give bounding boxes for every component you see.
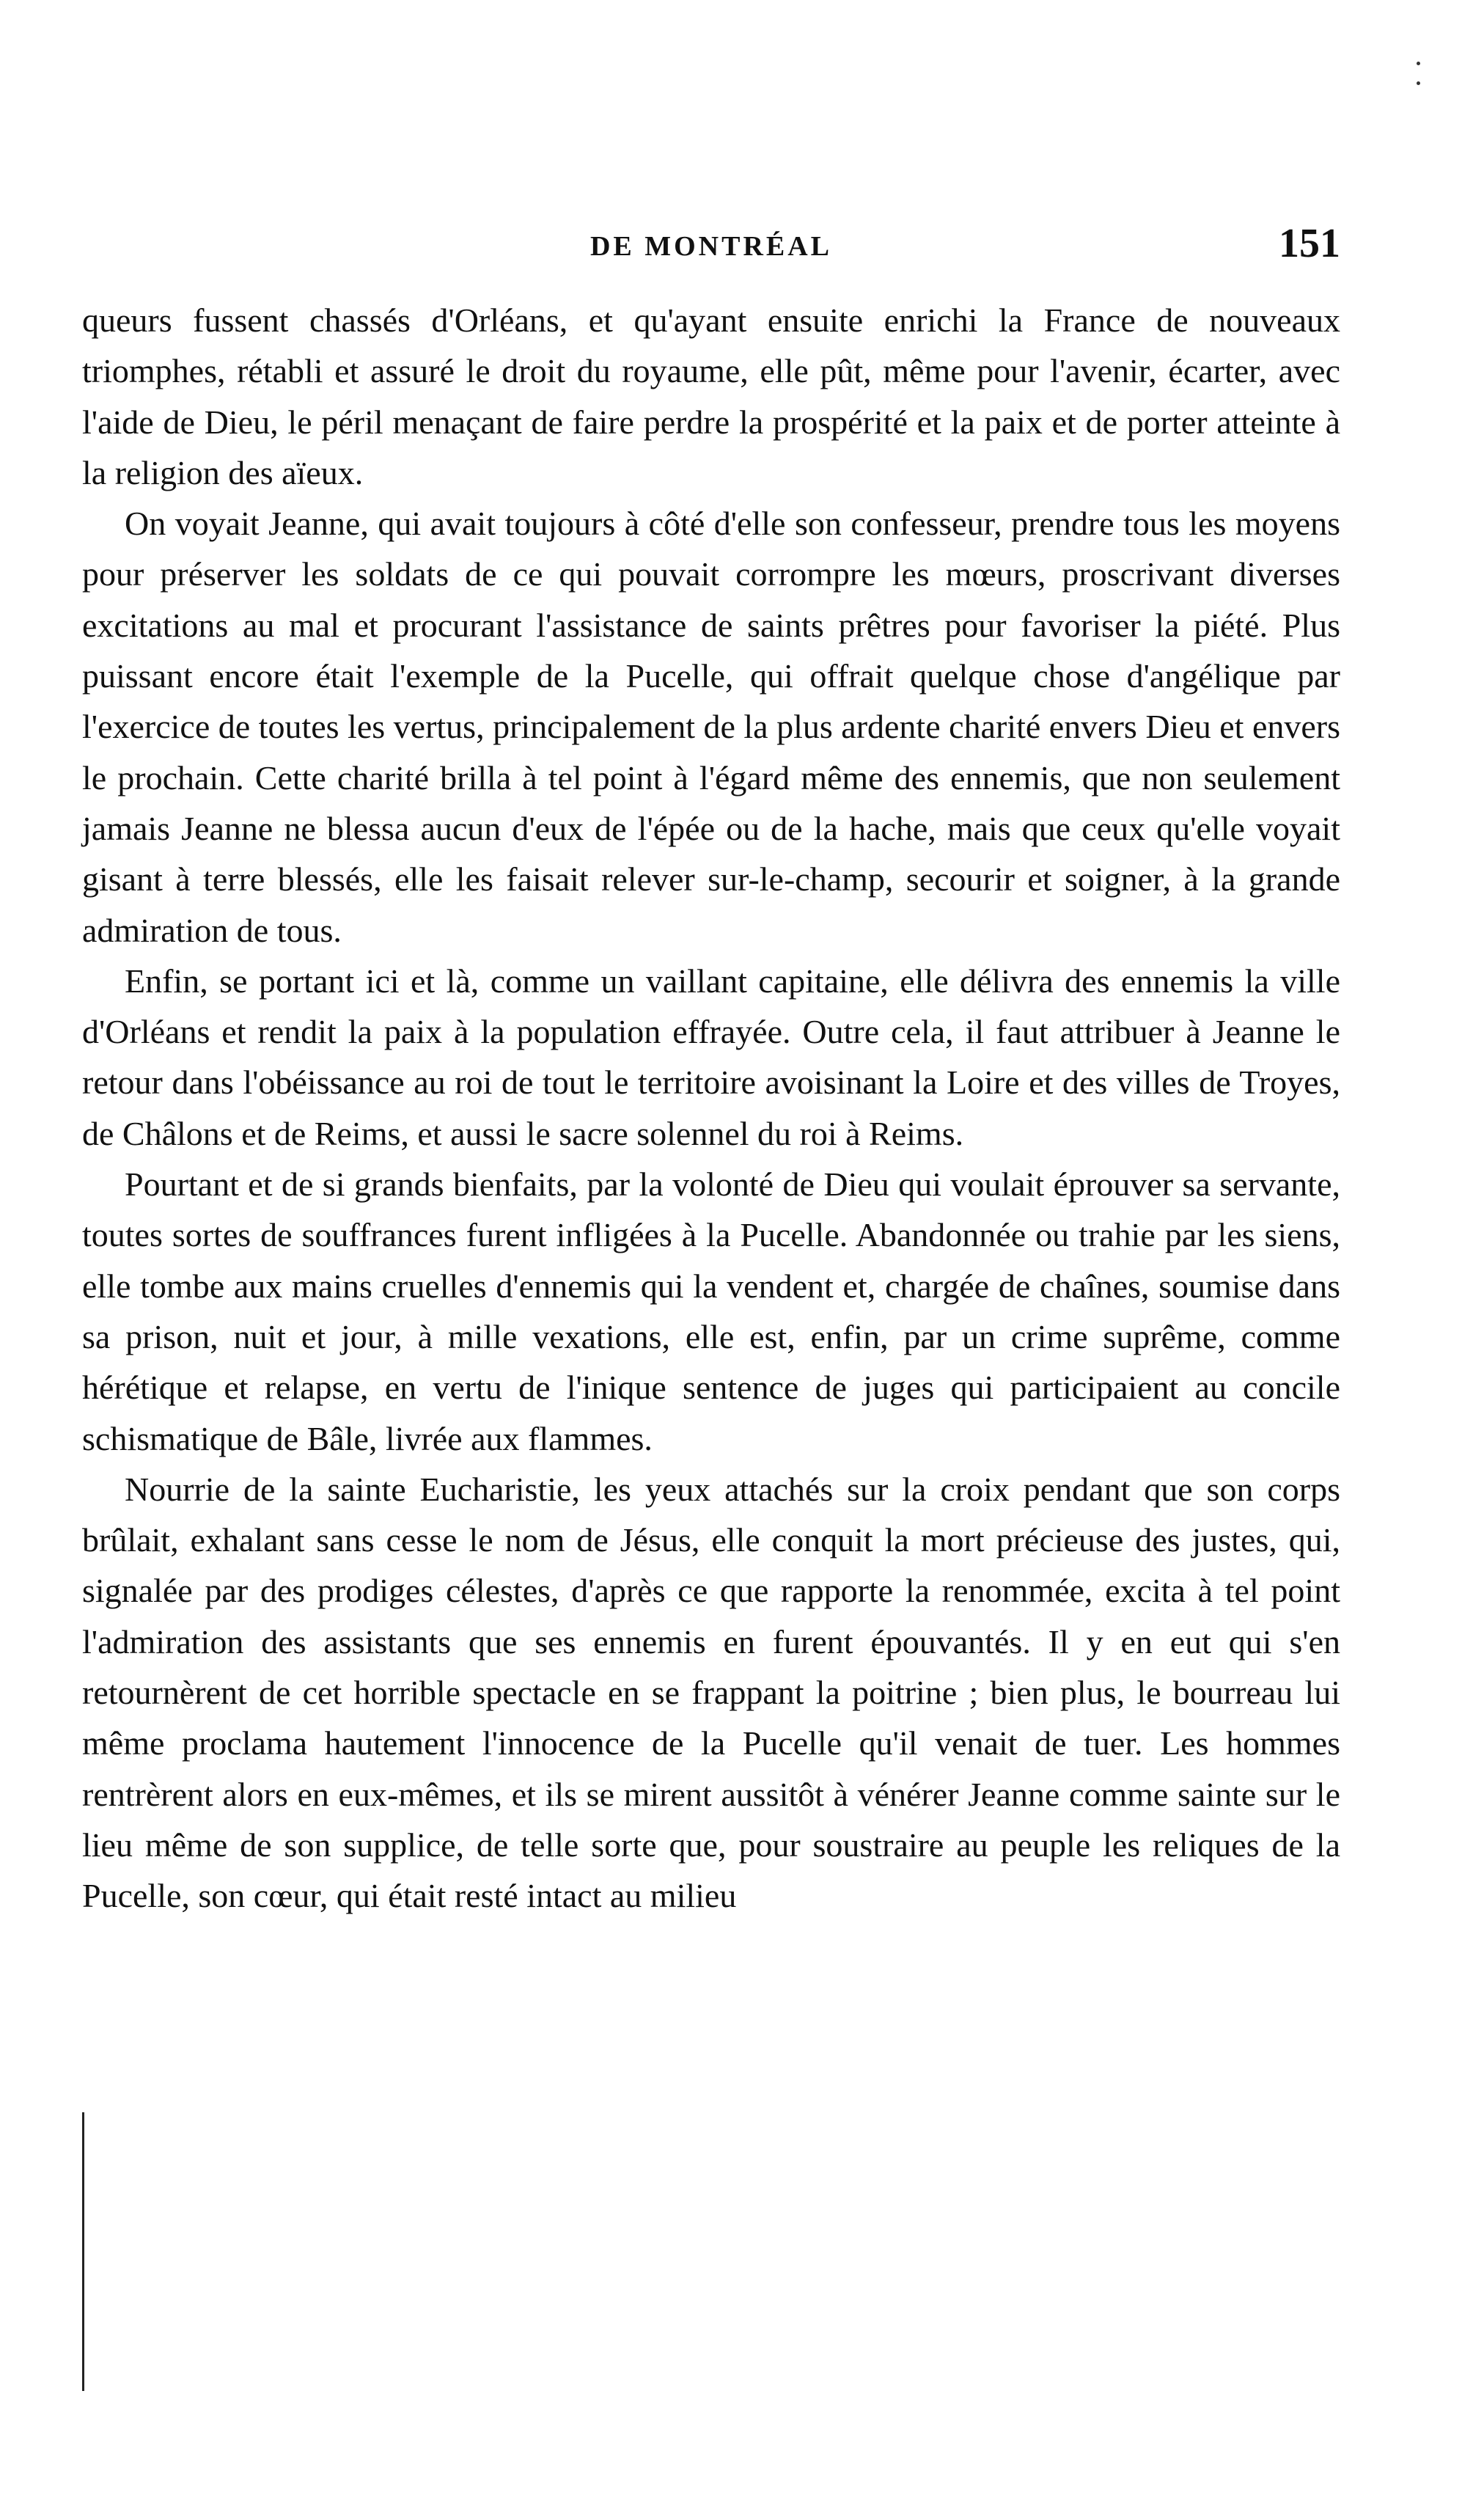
paragraph-4: Pourtant et de si grands bienfaits, par la volonté de Dieu qui voulait éprouver sa servante, toutes sortes de souffrances furent infligées à la Pucelle. Abandonnée ou trahie par les siens, elle tombe aux mains cruelles d'ennemis qui la vendent et, chargée de chaînes, soumise dans sa prison, nuit et jour, à mille vexations, elle est, enfin, par un crime suprême, comme hérétique et relapse, en vertu de l'inique sentence de juges qui participaient au concile schismatique de Bâle, livrée aux flammes. (82, 1165, 1340, 1457)
page-number: 151 (1279, 221, 1340, 266)
running-head: DE MONTRÉAL (589, 231, 833, 262)
margin-rule (82, 2112, 84, 2391)
page-header (82, 220, 1340, 279)
paragraph-3: Enfin, se portant ici et là, comme un vaillant capitaine, elle délivra des ennemis la ville d'Orléans et rendit la paix à la population effrayée. Outre cela, il faut attribuer à Jeanne le retour dans l'obéissance au roi de tout le territoire avoisinant la Loire et des villes de Troyes, de Châlons et de Reims, et aussi le sacre solennel du roi à Reims. (82, 962, 1340, 1152)
dot (1417, 81, 1420, 85)
paragraph-1: queurs fussent chassés d'Orléans, et qu'ayant ensuite enrichi la France de nouveaux triomphes, rétabli et assuré le droit du royaume, elle pût, même pour l'avenir, écarter, avec l'aide de Dieu, le péril menaçant de faire perdre la prospérité et la paix et de porter atteinte à la religion des aïeux. (82, 301, 1340, 491)
text-body (82, 295, 1340, 1922)
paragraph-5: Nourrie de la sainte Eucharistie, les yeux attachés sur la croix pendant que son corps brûlait, exhalant sans cesse le nom de Jésus, elle conquit la mort précieuse des justes, qui, signalée par des prodiges célestes, d'après ce que rapporte la renommée, excita à tel point l'admiration des assistants que ses ennemis en furent épouvantés. Il y en eut qui s'en retournèrent de cet horrible spectacle en se frappant la poitrine ; bien plus, le bourreau lui même proclama hautement l'innocence de la Pucelle qu'il venait de tuer. Les hommes rentrèrent alors en eux-mêmes, et ils se mirent aussitôt à vénérer Jeanne comme sainte sur le lieu même de son supplice, de telle sorte que, pour soustraire au peuple les reliques de la Pucelle, son cœur, qui était resté intact au milieu (82, 1470, 1340, 1915)
paragraph-2: On voyait Jeanne, qui avait toujours à côté d'elle son confesseur, prendre tous les moyens pour préserver les soldats de ce qui pouvait corrompre les mœurs, proscrivant diverses excitations au mal et procurant l'assistance de saints prêtres pour favoriser la piété. Plus puissant encore était l'exemple de la Pucelle, qui offrait quelque chose d'angélique par l'exercice de toutes les vertus, principalement de la plus ardente charité envers Dieu et envers le prochain. Cette charité brilla à tel point à l'égard même des ennemis, que non seulement jamais Jeanne ne blessa aucun d'eux de l'épée ou de la hache, mais que ceux qu'elle voyait gisant à terre blessés, elle les faisait relever sur-le-champ, secourir et soigner, à la grande admiration de tous. (82, 505, 1340, 949)
dot (1417, 62, 1420, 65)
corner-dots (1417, 62, 1421, 106)
